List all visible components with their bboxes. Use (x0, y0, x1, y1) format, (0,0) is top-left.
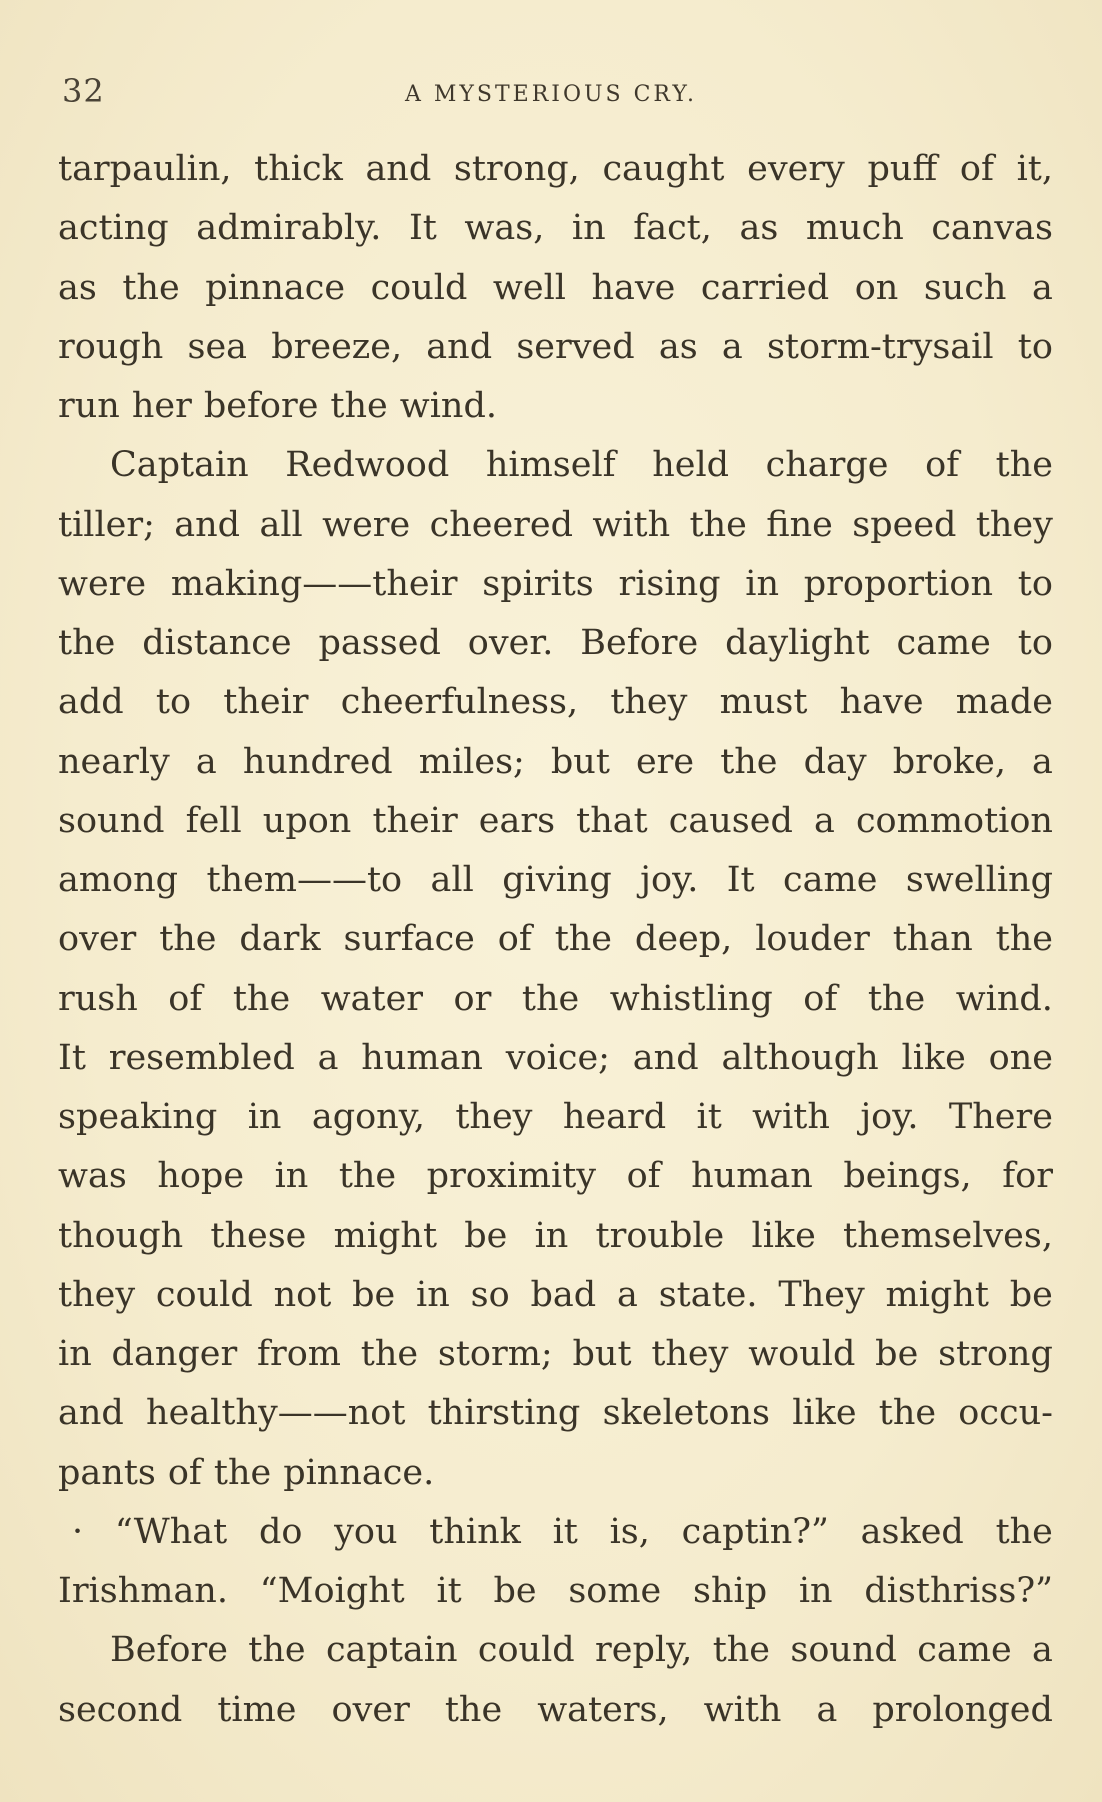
word: over (331, 1689, 410, 1730)
running-head: A MYSTERIOUS CRY. (404, 82, 698, 107)
word: came (896, 623, 991, 663)
word: all (430, 860, 474, 900)
word: dark (239, 919, 321, 960)
word: their (223, 682, 309, 723)
word: add (58, 682, 124, 723)
word: in (745, 563, 780, 604)
text-line (58, 555, 1053, 614)
word: must (719, 682, 808, 723)
text-line (58, 140, 1053, 199)
word: think (429, 1511, 521, 1552)
word: ears (478, 800, 556, 841)
word: or (453, 978, 492, 1019)
text-line (58, 1207, 1053, 1266)
word: the (330, 386, 388, 426)
text-line (58, 199, 1053, 258)
body-text (58, 140, 1053, 1740)
word: fine (766, 504, 833, 545)
word: like (751, 1215, 816, 1256)
word: the (360, 1334, 419, 1374)
word: thirsting (427, 1393, 581, 1434)
word: louder (755, 919, 870, 960)
word: be (875, 1334, 919, 1374)
word: beings, (843, 1156, 972, 1197)
word: although (721, 1037, 879, 1078)
word: of (803, 978, 838, 1019)
page-number: 32 (62, 72, 105, 110)
word: such (923, 267, 1007, 308)
word: a (1032, 267, 1053, 308)
word: day (803, 741, 867, 782)
word: the (338, 1156, 397, 1197)
word: a (195, 741, 217, 782)
word: sound (790, 1630, 897, 1671)
word: from (257, 1334, 341, 1374)
text-line (58, 792, 1053, 851)
word: a (617, 1274, 638, 1315)
word: that (576, 800, 648, 841)
word: carried (700, 267, 830, 308)
word: them——to (206, 860, 403, 900)
word: human (691, 1156, 813, 1197)
word: a (813, 800, 835, 841)
word: and (365, 149, 432, 189)
word: the (995, 919, 1053, 960)
word: · (72, 1511, 84, 1552)
word: water (320, 978, 424, 1019)
word: surface (343, 919, 475, 960)
word: state. (658, 1274, 758, 1315)
word: have (591, 267, 676, 308)
word: Before (580, 623, 699, 663)
word: of (168, 978, 203, 1019)
word: whistling (609, 978, 773, 1019)
word: on (854, 267, 899, 308)
word: would (748, 1334, 856, 1374)
word: It (408, 208, 437, 249)
word: ere (635, 741, 695, 782)
word: and (426, 326, 493, 367)
word: served (516, 326, 635, 367)
word: to (1017, 563, 1053, 604)
word: hope (157, 1156, 245, 1197)
word: voice; (505, 1037, 610, 1078)
word: they (455, 1097, 533, 1137)
word: speaking (58, 1097, 218, 1137)
text-line (58, 1681, 1053, 1740)
word: caused (668, 800, 793, 841)
word: skeletons (602, 1393, 770, 1434)
word: the (995, 445, 1053, 486)
word: admirably. (196, 208, 382, 249)
text-line (58, 910, 1053, 969)
word: healthy——not (146, 1393, 406, 1434)
word: and (174, 504, 241, 545)
word: cheerfulness, (340, 682, 579, 723)
word: tarpaulin, (58, 149, 232, 189)
word: passed (318, 623, 441, 663)
word: asked (860, 1511, 964, 1552)
word: disthriss?” (864, 1571, 1053, 1611)
text-line (58, 673, 1053, 732)
word: captain (325, 1630, 458, 1671)
word: pants (58, 1452, 156, 1493)
word: might (333, 1215, 438, 1256)
word: were (322, 504, 411, 545)
word: they (975, 504, 1053, 545)
word: miles; (418, 741, 525, 782)
text-line (58, 318, 1053, 377)
word: with (752, 1097, 830, 1137)
word: was, (464, 208, 545, 249)
word: acting (58, 208, 169, 249)
word: might (885, 1274, 989, 1315)
word: as (658, 326, 698, 367)
word: the (689, 504, 747, 545)
word: puff (867, 149, 938, 189)
word: proportion (803, 563, 994, 604)
word: every (747, 149, 845, 189)
word: giving (502, 860, 612, 900)
word: in (798, 1571, 833, 1611)
word: the (712, 1630, 771, 1671)
word: in (58, 1334, 92, 1374)
word: a (1032, 1630, 1053, 1671)
word: rising (618, 563, 721, 604)
word: it (696, 1097, 722, 1137)
word: one (988, 1037, 1053, 1078)
word: of (959, 149, 994, 189)
text-line (58, 377, 1053, 436)
word: time (217, 1689, 297, 1730)
word: in (571, 208, 606, 249)
word: broke, (892, 741, 1006, 782)
word: the (248, 1630, 306, 1671)
word: themselves, (843, 1215, 1053, 1256)
word: a (721, 326, 743, 367)
word: bad (530, 1274, 597, 1315)
word: they (610, 682, 688, 723)
word: sea (187, 326, 248, 367)
word: be (464, 1215, 508, 1256)
word: fell (185, 800, 242, 841)
word: canvas (931, 208, 1053, 249)
word: himself (485, 445, 616, 486)
word: daylight (725, 623, 870, 663)
word: “What (114, 1511, 228, 1552)
text-line (58, 851, 1053, 910)
word: pinnace. (283, 1452, 435, 1493)
word: as (739, 208, 779, 249)
word: prolonged (872, 1689, 1053, 1730)
word: of (167, 1452, 202, 1493)
word: could (477, 1630, 575, 1671)
word: caught (602, 149, 725, 189)
word: run (58, 386, 120, 426)
word: wind. (955, 978, 1053, 1019)
word: Redwood (285, 445, 450, 486)
word: to (1017, 326, 1053, 367)
word: the (232, 978, 291, 1019)
word: some (568, 1571, 662, 1611)
text-line (58, 614, 1053, 673)
word: have (839, 682, 924, 723)
word: held (652, 445, 730, 486)
text-line (58, 496, 1053, 555)
word: it (436, 1571, 462, 1611)
word: though (58, 1215, 184, 1256)
word: reply, (595, 1630, 693, 1671)
word: but (572, 1334, 632, 1374)
word: in (274, 1156, 309, 1197)
word: thick (254, 149, 343, 189)
word: among (58, 860, 179, 900)
word: the (995, 1511, 1053, 1552)
word: a (1032, 741, 1053, 782)
word: is, (609, 1511, 650, 1552)
text-line (58, 733, 1053, 792)
word: the (720, 741, 778, 782)
word: came (917, 1630, 1012, 1671)
word: wind. (399, 386, 497, 426)
word: ship (693, 1571, 768, 1611)
word: the (521, 978, 580, 1019)
word: pinnace (205, 267, 346, 308)
text-line (58, 259, 1053, 318)
word: the (122, 267, 180, 308)
word: heard (562, 1097, 667, 1137)
word: of (925, 445, 960, 486)
word: be (493, 1571, 537, 1611)
word: with (703, 1689, 782, 1730)
word: do (258, 1511, 303, 1552)
word: storm; (437, 1334, 553, 1374)
word: could (370, 267, 468, 308)
word: made (955, 682, 1053, 723)
word: her (131, 386, 192, 426)
word: a (816, 1689, 838, 1730)
word: well (492, 267, 566, 308)
word: in (534, 1215, 569, 1256)
word: you (334, 1511, 398, 1552)
word: sound (58, 800, 165, 841)
word: over. (467, 623, 554, 663)
word: were (58, 563, 147, 604)
word: trouble (595, 1215, 725, 1256)
word: be (1009, 1274, 1053, 1315)
word: they (58, 1274, 136, 1315)
text-line (58, 970, 1053, 1029)
text-line (58, 1029, 1053, 1088)
word: fact, (633, 208, 712, 249)
word: and (632, 1037, 699, 1078)
word: spirits (482, 563, 594, 604)
word: was (58, 1156, 127, 1197)
text-line (58, 1384, 1053, 1443)
word: storm-trysail (766, 326, 994, 367)
word: occu- (958, 1393, 1053, 1434)
word: Captain (110, 445, 249, 486)
word: the (58, 623, 116, 663)
word: upon (262, 800, 352, 841)
text-line (58, 1325, 1053, 1384)
word: a (317, 1037, 339, 1078)
text-line (58, 1621, 1053, 1680)
word: danger (111, 1334, 238, 1374)
text-line (58, 1444, 1053, 1503)
word: Irishman. (58, 1571, 228, 1611)
word: making——their (170, 563, 458, 604)
word: and (58, 1393, 124, 1434)
word: cheered (429, 504, 574, 545)
word: tiller; (58, 504, 155, 545)
word: like (901, 1037, 966, 1078)
word: like (792, 1393, 857, 1434)
word: these (210, 1215, 307, 1256)
text-line (58, 1503, 1053, 1562)
word: Before (110, 1630, 228, 1671)
word: their (372, 800, 458, 841)
word: rough (58, 326, 164, 367)
word: There (948, 1097, 1053, 1137)
word: agony, (311, 1097, 425, 1137)
word: proximity (426, 1156, 597, 1197)
word: second (58, 1689, 183, 1730)
word: speed (852, 504, 957, 545)
word: with (592, 504, 671, 545)
word: the (867, 978, 926, 1019)
text-line (58, 1147, 1053, 1206)
word: much (805, 208, 904, 249)
word: It (726, 860, 755, 900)
word: be (352, 1274, 396, 1315)
word: but (550, 741, 610, 782)
word: commotion (855, 800, 1053, 841)
word: over (58, 919, 137, 960)
word: deep, (634, 919, 733, 960)
word: the (878, 1393, 937, 1434)
word: rush (58, 978, 138, 1019)
word: came (783, 860, 878, 900)
word: human (361, 1037, 483, 1078)
text-line (58, 436, 1053, 495)
word: joy. (640, 860, 699, 900)
word: it, (1016, 149, 1053, 189)
word: swelling (905, 860, 1053, 900)
word: “Moight (259, 1571, 405, 1611)
word: the (444, 1689, 503, 1730)
word: before (203, 386, 319, 426)
word: strong, (453, 149, 580, 189)
word: in (247, 1097, 282, 1137)
word: captin?” (681, 1511, 829, 1552)
word: they (651, 1334, 729, 1374)
word: the (159, 919, 217, 960)
text-line (58, 1562, 1053, 1621)
word: to (1017, 623, 1053, 663)
word: They (778, 1274, 865, 1315)
word: strong (938, 1334, 1053, 1374)
word: joy. (860, 1097, 919, 1137)
word: waters, (537, 1689, 669, 1730)
word: the (554, 919, 613, 960)
word: for (1002, 1156, 1053, 1197)
word: breeze, (271, 326, 403, 367)
word: in (416, 1274, 450, 1315)
word: not (273, 1274, 332, 1315)
text-line (58, 1088, 1053, 1147)
text-line (58, 1266, 1053, 1325)
word: than (892, 919, 973, 960)
word: the (213, 1452, 272, 1493)
word: all (259, 504, 303, 545)
word: as (58, 267, 97, 308)
word: of (497, 919, 532, 960)
word: It (58, 1037, 86, 1078)
word: nearly (58, 741, 170, 782)
word: hundred (242, 741, 393, 782)
word: charge (765, 445, 889, 486)
word: resembled (108, 1037, 295, 1078)
word: so (470, 1274, 510, 1315)
word: could (155, 1274, 253, 1315)
word: of (626, 1156, 661, 1197)
word: it (552, 1511, 578, 1552)
word: distance (142, 623, 292, 663)
word: to (155, 682, 192, 723)
